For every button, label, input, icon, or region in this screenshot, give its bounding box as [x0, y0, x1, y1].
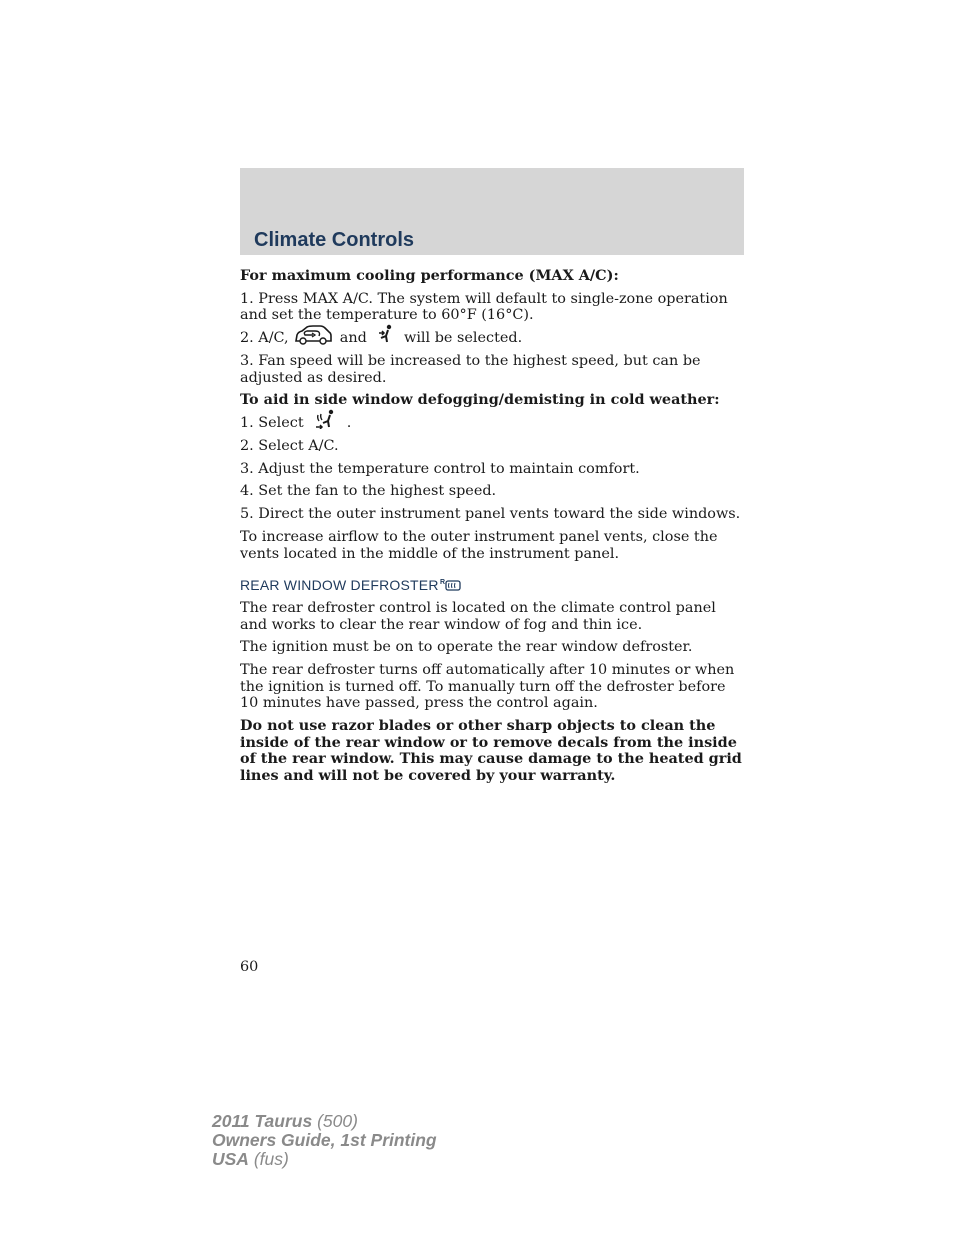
rear-defroster-heading-text: REAR WINDOW DEFROSTER — [240, 577, 439, 594]
defog-step-1-lead: 1. Select — [240, 415, 304, 432]
max-ac-step-1: 1. Press MAX A/C. The system will default to single-zone operation and set the temperature to 60°F (16°C). — [240, 290, 728, 324]
footer-guide-line — [212, 1131, 437, 1150]
page-number: 60 — [240, 959, 259, 975]
max-ac-step-3: 3. Fan speed will be increased to the highest speed, but can be adjusted as desired. — [240, 352, 701, 386]
defog-step-4: 4. Set the fan to the highest speed. — [240, 483, 497, 500]
page-content — [240, 268, 744, 784]
defog-note: To increase airflow to the outer instrument panel vents, close the vents located in the middle of the instrument panel. — [240, 529, 718, 562]
footer-region-code: (fus) — [253, 1149, 289, 1169]
max-ac-step-2-tail: will be selected. — [404, 330, 523, 347]
max-ac-step-2-lead: 2. A/C, — [240, 330, 289, 347]
footer-model-code: (500) — [317, 1111, 358, 1131]
floor-defrost-airflow-icon — [314, 409, 336, 429]
footer-model-line — [212, 1112, 437, 1131]
defog-step-3: 3. Adjust the temperature control to maintain comfort. — [240, 460, 640, 477]
svg-text:R: R — [439, 579, 445, 587]
rear-defrost-icon — [440, 577, 462, 591]
max-ac-step-2-and: and — [339, 330, 367, 347]
defog-step-1-tail: . — [346, 415, 352, 432]
recirculation-car-icon — [293, 324, 333, 346]
section-title: Climate Controls — [254, 229, 415, 251]
defog-step-5: 5. Direct the outer instrument panel vents toward the side windows. — [240, 506, 741, 523]
rear-defroster-para-3: The rear defroster turns off automatically after 10 minutes or when the ignition is turned off. To manually turn off the defroster before 10 minutes have passed, press the control again. — [240, 662, 735, 712]
rear-defroster-para-1: The rear defroster control is located on the climate control panel and works to clear the rear window of fog and thin ice. — [240, 599, 716, 633]
max-ac-step-2 — [240, 330, 744, 347]
panel-airflow-icon — [377, 324, 393, 344]
footer-region: USA — [212, 1149, 249, 1169]
document-footer — [212, 1112, 437, 1169]
rear-defroster-heading — [240, 577, 744, 594]
footer-region-line — [212, 1150, 437, 1169]
max-ac-heading: For maximum cooling performance (MAX A/C): — [240, 267, 619, 284]
defog-step-2: 2. Select A/C. — [240, 437, 339, 454]
defog-step-1 — [240, 415, 744, 432]
footer-model: 2011 Taurus — [212, 1111, 313, 1131]
rear-defroster-warning: Do not use razor blades or other sharp objects to clean the inside of the rear window or to remove decals from the inside of the rear window. This may cause damage to the heated grid lines and will not be covered by your warranty. — [240, 717, 742, 784]
defog-heading: To aid in side window defogging/demisting in cold weather: — [240, 391, 720, 409]
footer-guide: Owners Guide, 1st Printing — [212, 1130, 437, 1150]
rear-defroster-para-2: The ignition must be on to operate the rear window defroster. — [240, 639, 693, 656]
section-header-band — [240, 168, 744, 255]
